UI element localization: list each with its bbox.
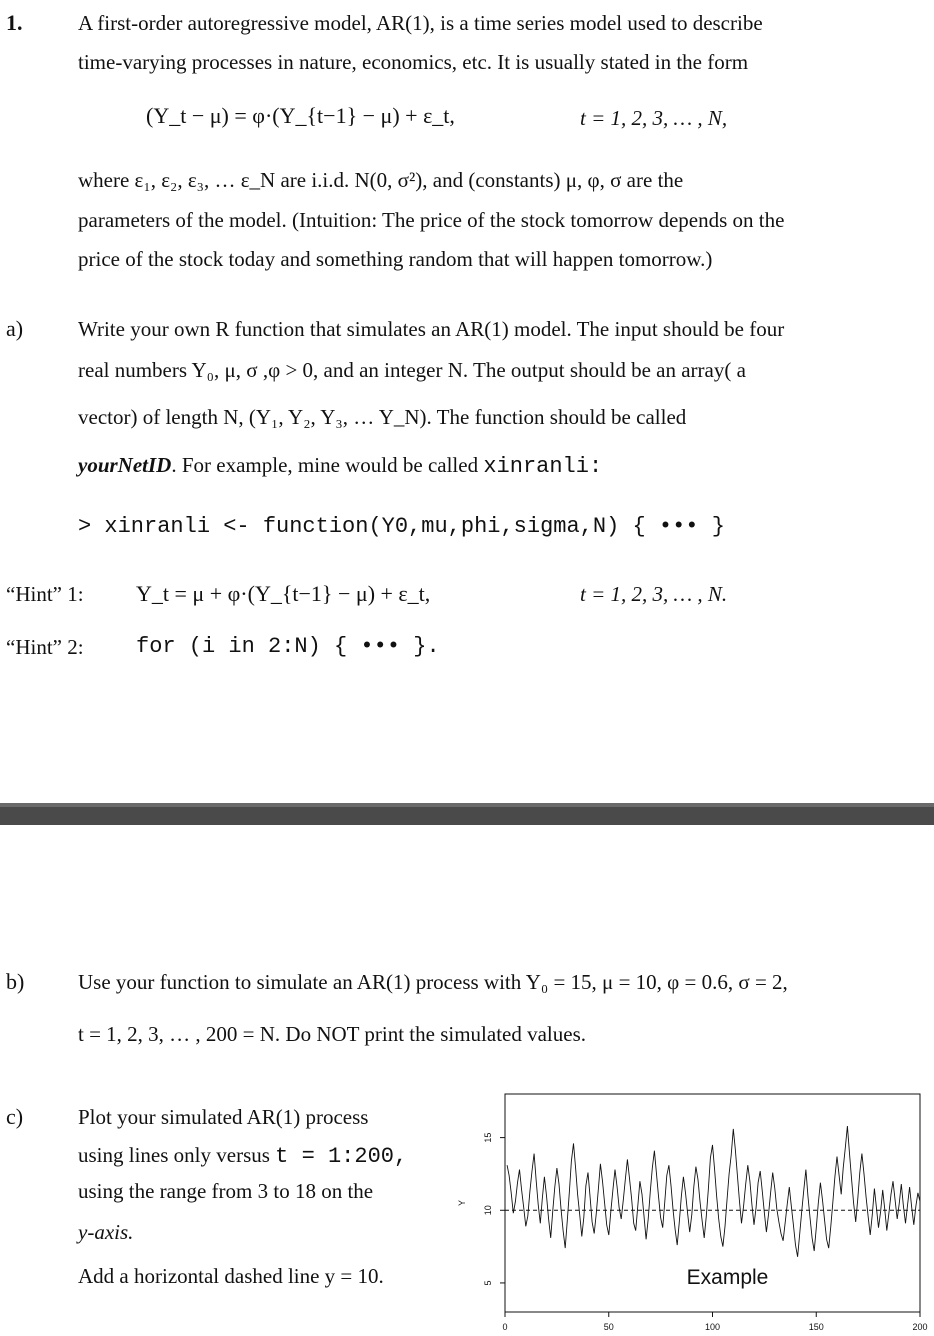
page-divider-highlight: [0, 803, 934, 807]
part-a-line-3: vector) of length N, (Y₁, Y₂, Y₃, … Y_N). The function should be called: [78, 405, 687, 429]
part-c-label: c): [6, 1104, 24, 1129]
part-a-label: a): [6, 316, 24, 341]
series-line-y: [507, 1126, 920, 1257]
part-a-line-4: [78, 452, 602, 480]
example-plot: [455, 1088, 930, 1336]
part-c-line-4: y-axis.: [78, 1220, 134, 1244]
hint-1-range: t = 1, 2, 3, … , N.: [580, 582, 728, 606]
y-tick-label-2: 15: [483, 1132, 493, 1143]
part-a-line-4-rest: . For example, mine would be called: [171, 453, 484, 477]
x-tick-label-3: 150: [808, 1322, 824, 1332]
x-tick-label-4: 200: [912, 1322, 928, 1332]
y-tick-label-0: 5: [483, 1280, 493, 1286]
netid-label: yourNetID: [78, 453, 172, 477]
part-c-line-2-text: using lines only versus: [78, 1143, 276, 1167]
part-a-line-2: real numbers Y₀, μ, σ ,φ > 0, and an integer N. The output should be an array( a: [78, 358, 746, 382]
parameters-line: parameters of the model. (Intuition: The price of the stock tomorrow depends on the: [78, 208, 785, 232]
part-b-line-1: Use your function to simulate an AR(1) process with Y₀ = 15, μ = 10, φ = 0.6, σ = 2,: [78, 970, 788, 994]
part-c-line-2: [78, 1142, 407, 1170]
part-b-line-2: t = 1, 2, 3, … , 200 = N. Do NOT print the simulated values.: [78, 1022, 586, 1046]
x-tick-label-1: 50: [603, 1322, 614, 1332]
hint-2-label: “Hint” 2:: [6, 635, 84, 659]
part-a-line-1: Write your own R function that simulates an AR(1) model. The input should be four: [78, 317, 785, 341]
x-tick-label-2: 100: [704, 1322, 721, 1332]
example-annotation: Example: [686, 1266, 769, 1289]
problem-number: 1.: [6, 10, 23, 35]
example-function-name: xinranli:: [483, 454, 603, 479]
where-line: where ε₁, ε₂, ε₃, … ε_N are i.i.d. N(0, σ²), and (constants) μ, φ, σ are the: [78, 168, 684, 192]
hint-1-label: “Hint” 1:: [6, 582, 84, 606]
y-axis-label: Y: [457, 1199, 467, 1207]
y-tick-label-1: 10: [483, 1205, 493, 1216]
hint-1-equation: Y_t = μ + φ·(Y_{t−1} − μ) + ε_t,: [136, 581, 431, 606]
code-example: > xinranli <- function(Y0,mu,phi,sigma,N) { ••• }: [78, 514, 725, 539]
part-c-line-5: Add a horizontal dashed line y = 10.: [78, 1264, 384, 1288]
part-c-line-2-code: t = 1:200,: [275, 1144, 408, 1169]
hint-2-code: for (i in 2:N) { ••• }.: [136, 634, 440, 659]
part-c-line-3: using the range from 3 to 18 on the: [78, 1179, 374, 1203]
main-equation-range: t = 1, 2, 3, … , N,: [580, 106, 728, 130]
part-c-line-1: Plot your simulated AR(1) process: [78, 1105, 369, 1129]
plot-layer: [457, 1094, 928, 1332]
intro-line-2: time-varying processes in nature, economics, etc. It is usually stated in the form: [78, 50, 749, 74]
price-line: price of the stock today and something random that will happen tomorrow.): [78, 247, 713, 271]
x-tick-label-0: 0: [502, 1322, 508, 1332]
main-equation: (Y_t − μ) = φ·(Y_{t−1} − μ) + ε_t,: [146, 103, 455, 128]
part-b-label: b): [6, 969, 25, 994]
intro-line-1: A first-order autoregressive model, AR(1), is a time series model used to describe: [78, 11, 763, 35]
